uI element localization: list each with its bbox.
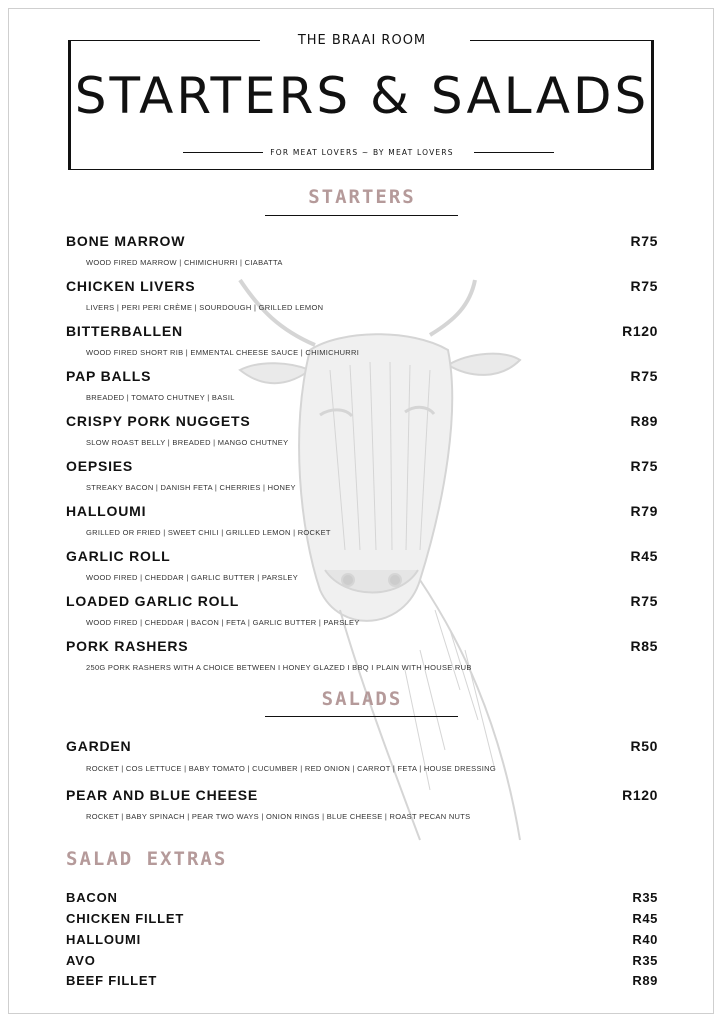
item-price: R85: [630, 638, 658, 654]
item-name: PORK RASHERS: [66, 638, 189, 654]
extra-name: HALLOUMI: [66, 932, 141, 947]
item-price: R75: [630, 368, 658, 384]
item-name: LOADED GARLIC ROLL: [66, 593, 240, 609]
item-name: OEPSIES: [66, 458, 134, 474]
tagline: FOR MEAT LOVERS ~ BY MEAT LOVERS: [270, 148, 454, 157]
brand-name: THE BRAAI ROOM: [297, 33, 427, 48]
extra-name: BACON: [66, 890, 118, 905]
section-rule-starters: [265, 215, 458, 216]
extra-name: AVO: [66, 953, 96, 968]
item-name: PEAR AND BLUE CHEESE: [66, 787, 259, 803]
item-description: SLOW ROAST BELLY | BREADED | MANGO CHUTNEY: [86, 438, 289, 447]
item-price: R75: [630, 233, 658, 249]
item-price: R75: [630, 458, 658, 474]
item-name: GARDEN: [66, 738, 132, 754]
item-description: GRILLED OR FRIED | SWEET CHILI | GRILLED LEMON | ROCKET: [86, 528, 331, 537]
extra-price: R35: [632, 953, 658, 968]
extra-name: BEEF FILLET: [66, 973, 158, 988]
section-title-salad-extras: SALAD EXTRAS: [66, 848, 228, 870]
item-price: R50: [630, 738, 658, 754]
item-description: WOOD FIRED MARROW | CHIMICHURRI | CIABATTA: [86, 258, 283, 267]
item-name: BITTERBALLEN: [66, 323, 183, 339]
item-price: R89: [630, 413, 658, 429]
page-title: STARTERS & SALADS: [74, 67, 650, 125]
bull-head-sketch-icon: [220, 250, 540, 850]
extra-price: R45: [632, 911, 658, 926]
item-price: R75: [630, 593, 658, 609]
section-rule-salads: [265, 716, 458, 717]
extra-price: R35: [632, 890, 658, 905]
item-description: BREADED | TOMATO CHUTNEY | BASIL: [86, 393, 235, 402]
item-description: STREAKY BACON | DANISH FETA | CHERRIES | HONEY: [86, 483, 296, 492]
item-price: R120: [622, 323, 658, 339]
item-description: WOOD FIRED SHORT RIB | EMMENTAL CHEESE SAUCE | CHIMICHURRI: [86, 348, 360, 357]
item-description: ROCKET | BABY SPINACH | PEAR TWO WAYS | ONION RINGS | BLUE CHEESE | ROAST PECAN NUTS: [86, 812, 471, 821]
item-price: R45: [630, 548, 658, 564]
item-name: BONE MARROW: [66, 233, 186, 249]
item-name: HALLOUMI: [66, 503, 147, 519]
section-title-starters: STARTERS: [308, 186, 416, 208]
item-price: R75: [630, 278, 658, 294]
section-title-salads: SALADS: [321, 688, 403, 710]
item-price: R120: [622, 787, 658, 803]
extra-price: R89: [632, 973, 658, 988]
item-description: ROCKET | COS LETTUCE | BABY TOMATO | CUCUMBER | RED ONION | CARROT | FETA | HOUSE DRESSING: [86, 764, 497, 773]
extra-name: CHICKEN FILLET: [66, 911, 185, 926]
item-description: WOOD FIRED | CHEDDAR | BACON | FETA | GARLIC BUTTER | PARSLEY: [86, 618, 360, 627]
item-price: R79: [630, 503, 658, 519]
item-name: PAP BALLS: [66, 368, 152, 384]
item-name: GARLIC ROLL: [66, 548, 171, 564]
item-description: WOOD FIRED | CHEDDAR | GARLIC BUTTER | PARSLEY: [86, 573, 299, 582]
item-name: CRISPY PORK NUGGETS: [66, 413, 251, 429]
item-description: LIVERS | PERI PERI CRÈME | SOURDOUGH | GRILLED LEMON: [86, 303, 324, 312]
extra-price: R40: [632, 932, 658, 947]
item-description: 250G PORK RASHERS WITH A CHOICE BETWEEN I HONEY GLAZED I BBQ I PLAIN WITH HOUSE RUB: [86, 663, 472, 672]
header-bottom-rule: [70, 169, 654, 170]
item-name: CHICKEN LIVERS: [66, 278, 196, 294]
